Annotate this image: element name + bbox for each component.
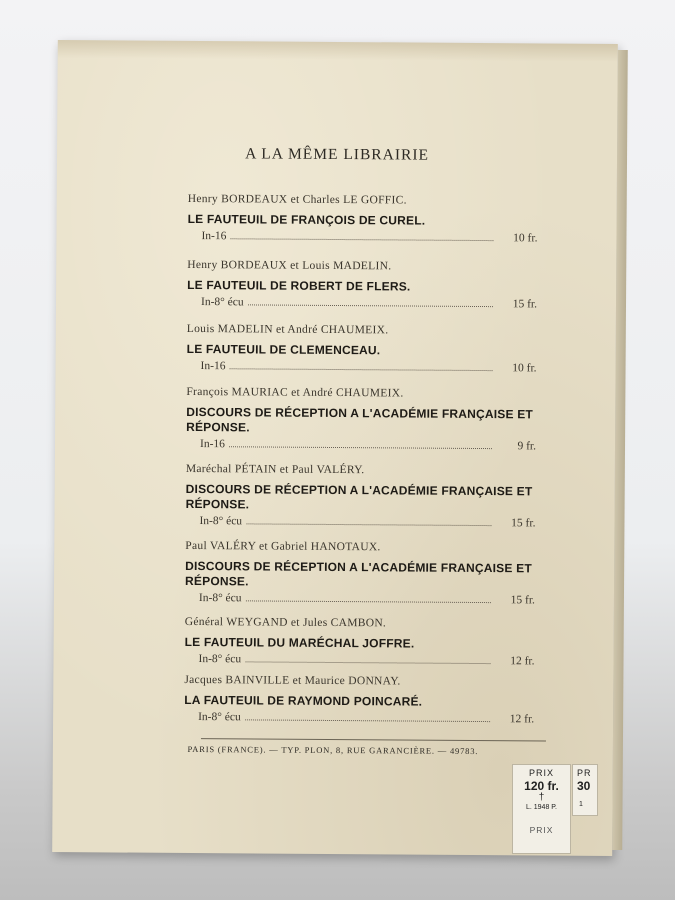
entry-price-line bbox=[186, 438, 536, 452]
sticker-bottom-label: PRIX bbox=[529, 825, 554, 835]
leader-dots bbox=[246, 523, 491, 526]
sticker-amount: 30 bbox=[577, 779, 591, 793]
entry-authors: Henry BORDEAUX et Louis MADELIN. bbox=[187, 258, 392, 273]
sticker-label: PRIX bbox=[528, 768, 554, 778]
entry-title: DISCOURS DE RÉCEPTION A L'ACADÉMIE FRANÇAISE ET RÉPONSE. bbox=[185, 558, 532, 589]
entry-price: 15 fr. bbox=[511, 517, 536, 530]
entry-format: In-16 bbox=[201, 230, 227, 243]
entry-title: DISCOURS DE RÉCEPTION A L'ACADÉMIE FRANÇAISE ET RÉPONSE. bbox=[186, 404, 534, 435]
catalog-entry bbox=[184, 616, 534, 667]
sticker-code: L. 1948 P. bbox=[525, 804, 557, 811]
entry-authors: Paul VALÉRY et Gabriel HANOTAUX. bbox=[185, 539, 381, 554]
entry-price-line bbox=[185, 515, 535, 529]
catalog-heading: A LA MÊME LIBRAIRIE bbox=[245, 145, 430, 164]
sticker-label: PR bbox=[577, 768, 592, 778]
entry-price: 9 fr. bbox=[517, 440, 537, 453]
page-edge bbox=[612, 50, 628, 850]
catalog-entry bbox=[185, 463, 535, 529]
catalog-entry bbox=[187, 193, 537, 244]
entry-authors: Maréchal PÉTAIN et Paul VALÉRY. bbox=[185, 462, 365, 477]
entry-price-line bbox=[187, 230, 537, 244]
entry-price: 10 fr. bbox=[513, 232, 538, 245]
printer-imprint: PARIS (FRANCE). — TYP. PLON, 8, RUE GARANCIÈRE. — 49783. bbox=[187, 743, 479, 757]
book-back-cover bbox=[52, 40, 618, 856]
entry-price: 10 fr. bbox=[512, 362, 537, 375]
catalog-list bbox=[184, 192, 538, 726]
entry-authors: Henry BORDEAUX et Charles LE GOFFIC. bbox=[187, 192, 407, 207]
entry-price-line bbox=[184, 653, 534, 667]
entry-price: 12 fr. bbox=[510, 655, 535, 668]
price-sticker bbox=[512, 764, 571, 854]
entry-title: LE FAUTEUIL DE CLEMENCEAU. bbox=[186, 341, 381, 358]
leader-dots bbox=[245, 661, 490, 664]
leader-dots bbox=[230, 238, 493, 241]
catalog-entry bbox=[187, 259, 537, 310]
entry-format: In-8° écu bbox=[198, 592, 242, 605]
leader-dots bbox=[248, 304, 493, 307]
entry-title: LE FAUTEUIL DE ROBERT DE FLERS. bbox=[187, 277, 411, 294]
sticker-code: 1 bbox=[579, 801, 583, 808]
entry-authors: François MAURIAC et André CHAUMEIX. bbox=[186, 385, 404, 400]
entry-format: In-16 bbox=[199, 438, 225, 451]
entry-price: 15 fr. bbox=[510, 594, 535, 607]
catalog-entry bbox=[185, 540, 535, 606]
entry-price: 15 fr. bbox=[512, 298, 538, 311]
entry-format: In-8° écu bbox=[198, 653, 242, 666]
footer-rule bbox=[201, 738, 546, 741]
entry-title: LE FAUTEUIL DU MARÉCHAL JOFFRE. bbox=[184, 634, 415, 651]
entry-format: In-8° écu bbox=[199, 515, 243, 528]
entry-title: LA FAUTEUIL DE RAYMOND POINCARÉ. bbox=[184, 692, 423, 709]
dagger-mark: † bbox=[538, 792, 545, 803]
catalog-entry bbox=[187, 323, 537, 374]
leader-dots bbox=[229, 446, 492, 449]
entry-price-line bbox=[184, 711, 534, 725]
entry-format: In-8° écu bbox=[200, 296, 244, 309]
entry-authors: Louis MADELIN et André CHAUMEIX. bbox=[186, 322, 389, 337]
entry-price: 12 fr. bbox=[509, 713, 535, 726]
entry-price-line bbox=[185, 592, 535, 606]
entry-format: In-16 bbox=[200, 360, 226, 373]
entry-price-line bbox=[187, 296, 537, 310]
leader-dots bbox=[245, 719, 490, 722]
entry-price-line bbox=[187, 360, 537, 374]
catalog-entry bbox=[186, 386, 536, 452]
entry-authors: Général WEYGAND et Jules CAMBON. bbox=[184, 615, 387, 630]
leader-dots bbox=[246, 600, 491, 603]
entry-title: LE FAUTEUIL DE FRANÇOIS DE CUREL. bbox=[187, 211, 426, 228]
entry-authors: Jacques BAINVILLE et Maurice DONNAY. bbox=[184, 673, 401, 688]
leader-dots bbox=[229, 368, 492, 371]
sticker-amount: 120 fr. bbox=[524, 779, 559, 793]
entry-title: DISCOURS DE RÉCEPTION A L'ACADÉMIE FRANÇAISE ET RÉPONSE. bbox=[185, 481, 533, 512]
entry-format: In-8° écu bbox=[198, 711, 241, 724]
second-price-sticker bbox=[572, 764, 598, 816]
catalog-entry bbox=[184, 674, 534, 725]
